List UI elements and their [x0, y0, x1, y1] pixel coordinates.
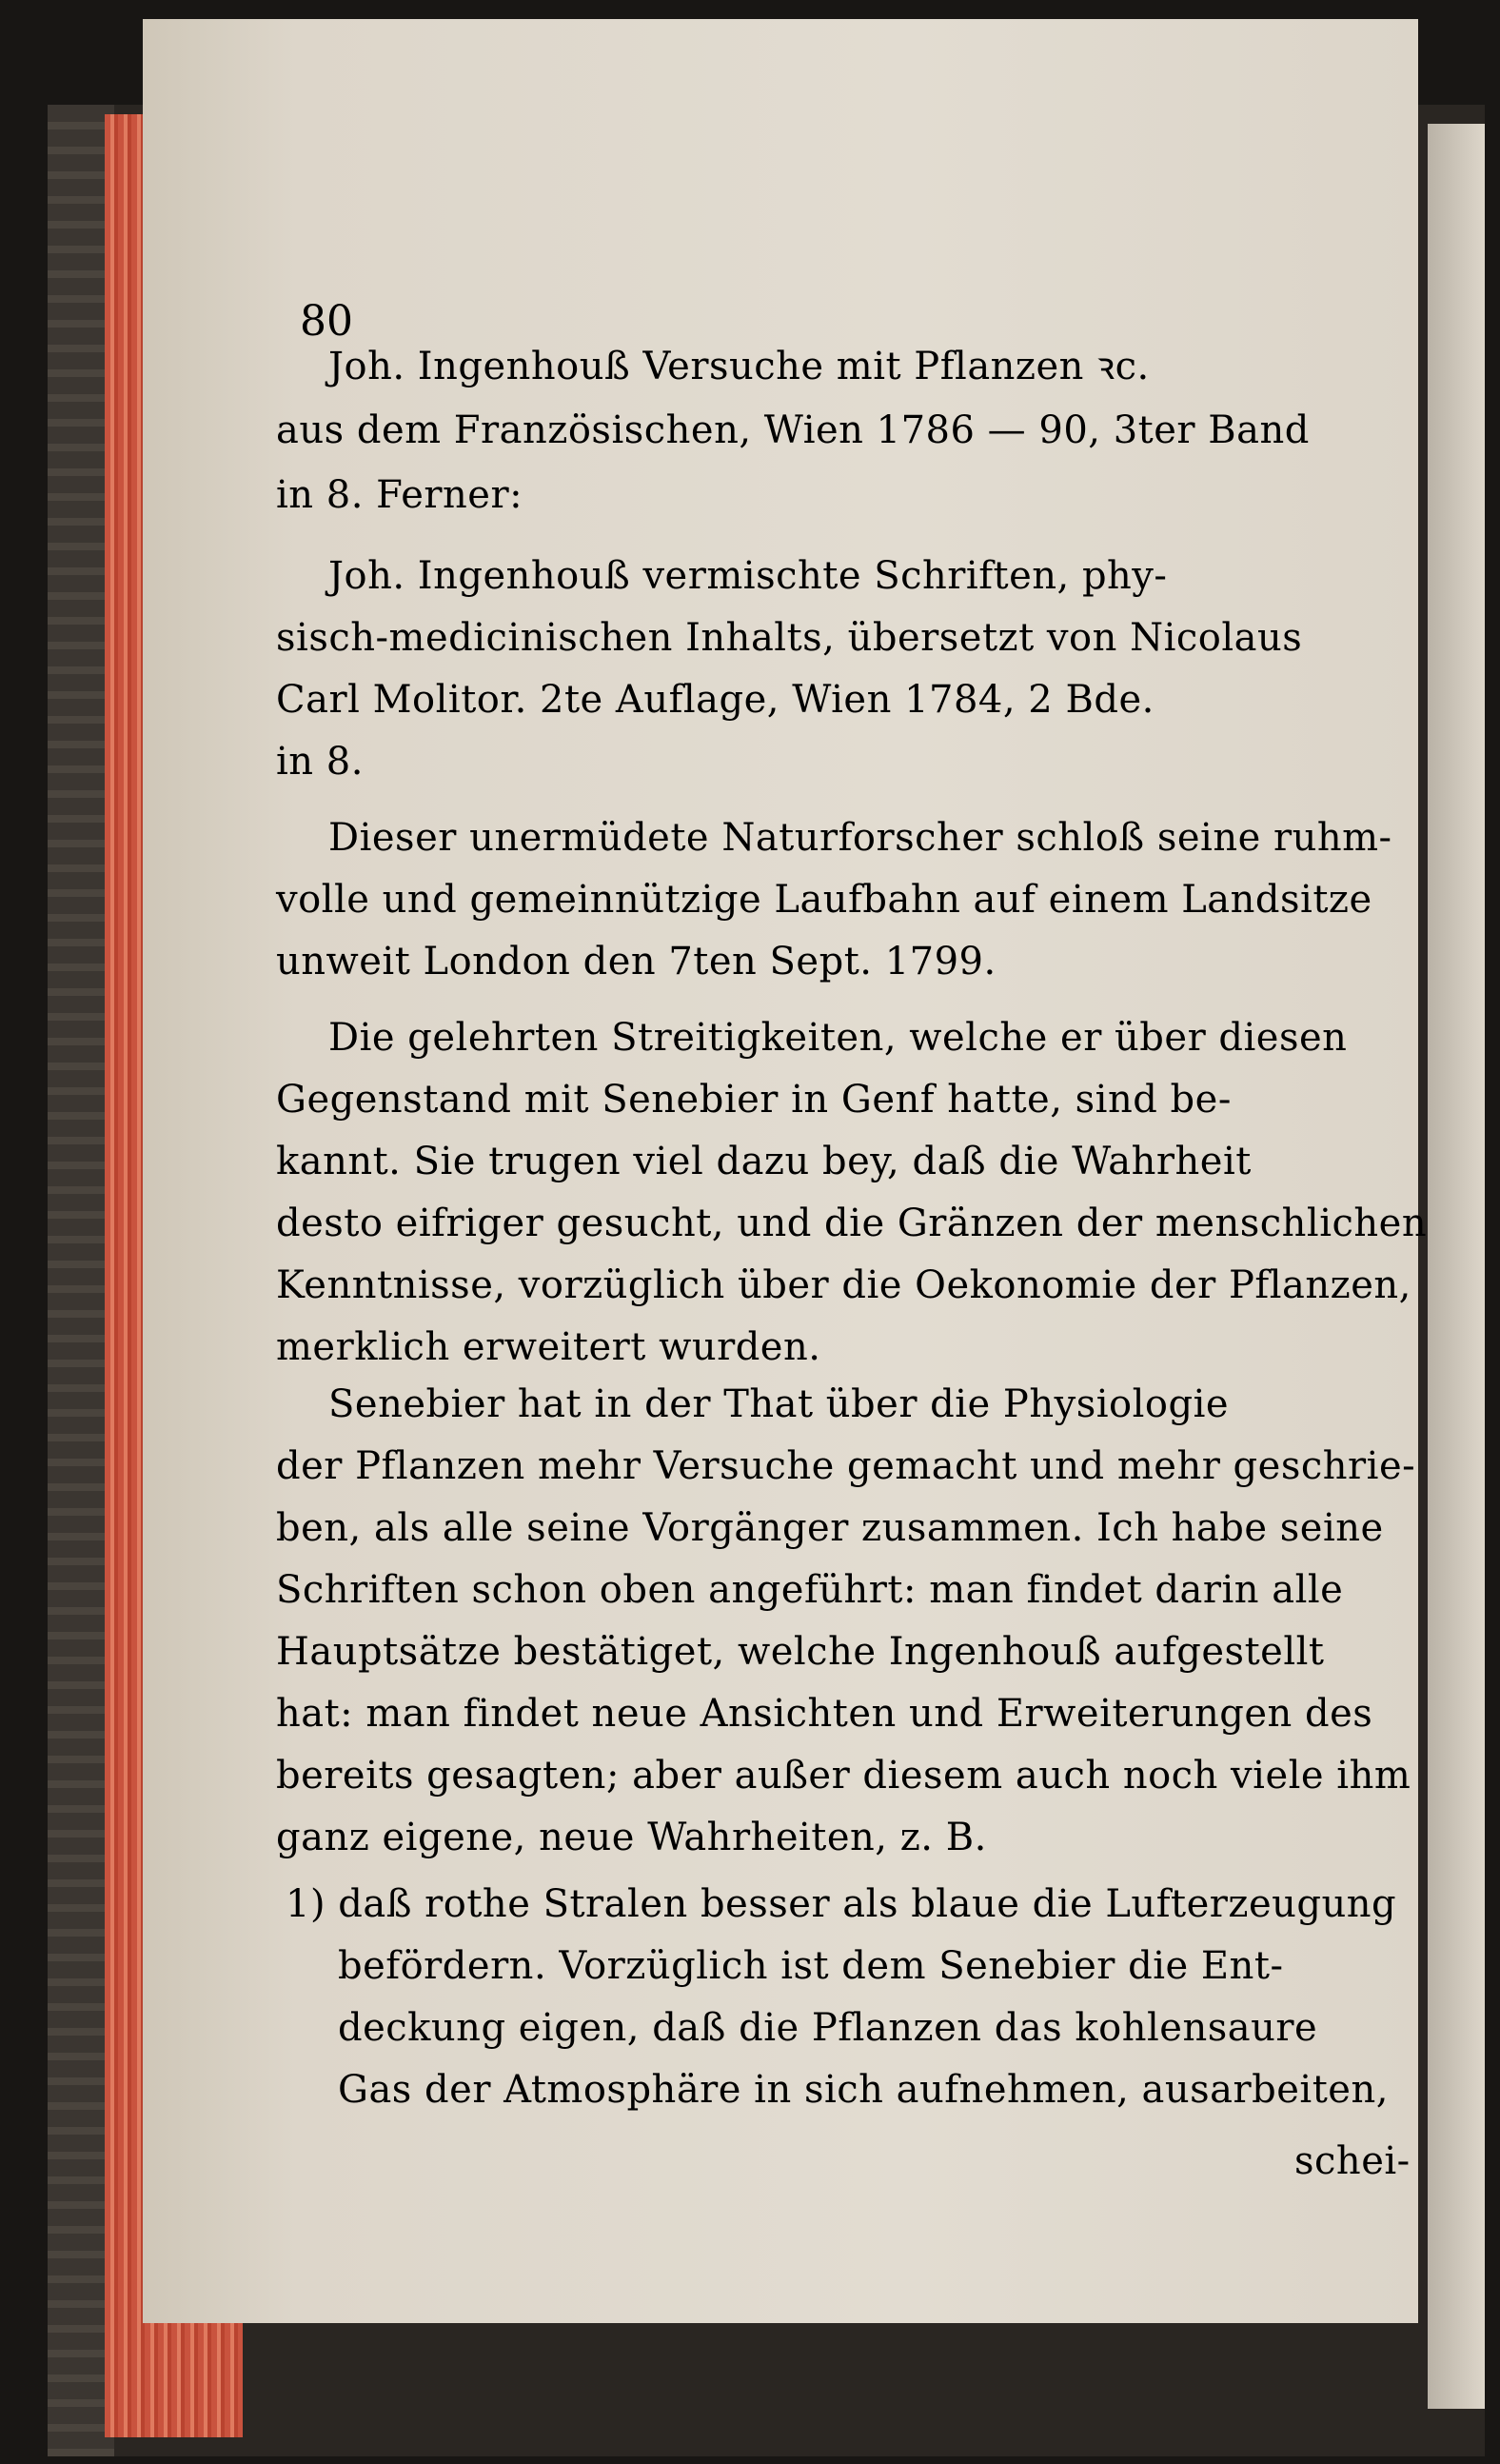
text-line: Schriften schon oben angeführt: man findet darin alle	[276, 1568, 1344, 1612]
text-line: aus dem Französischen, Wien 1786 — 90, 3ter Band	[276, 408, 1310, 452]
text-line: in 8.	[276, 740, 364, 784]
text-line: Die gelehrten Streitigkeiten, welche er über diesen	[328, 1016, 1348, 1060]
page-number: 80	[300, 297, 353, 346]
text-line: bereits gesagten; aber außer diesem auch noch viele ihm	[276, 1754, 1411, 1798]
facing-page-edge	[1428, 124, 1485, 2409]
text-line: volle und gemeinnützige Laufbahn auf einem Landsitze	[276, 878, 1372, 922]
text-line: ben, als alle seine Vorgänger zusammen. Ich habe seine	[276, 1506, 1384, 1550]
text-line: befördern. Vorzüglich ist dem Senebier die Ent-	[338, 1944, 1284, 1988]
text-line: Senebier hat in der That über die Physiologie	[328, 1382, 1230, 1426]
text-line: der Pflanzen mehr Versuche gemacht und mehr geschrie-	[276, 1444, 1416, 1488]
text-line: schei-	[1294, 2139, 1411, 2183]
text-line: 1) daß rothe Stralen besser als blaue die Lufterzeugung	[286, 1882, 1397, 1926]
text-line: ganz eigene, neue Wahrheiten, z. B.	[276, 1816, 987, 1859]
text-line: deckung eigen, daß die Pflanzen das kohlensaure	[338, 2006, 1318, 2050]
text-line: unweit London den 7ten Sept. 1799.	[276, 940, 997, 984]
text-line: sisch-medicinischen Inhalts, übersetzt von Nicolaus	[276, 616, 1303, 660]
text-line: Hauptsätze bestätiget, welche Ingenhouß aufgestellt	[276, 1630, 1325, 1674]
text-line: hat: man findet neue Ansichten und Erweiterungen des	[276, 1692, 1373, 1736]
text-line: Carl Molitor. 2te Auflage, Wien 1784, 2 Bde.	[276, 678, 1155, 722]
text-line: Gas der Atmosphäre in sich aufnehmen, ausarbeiten,	[338, 2068, 1389, 2112]
text-line: Kenntnisse, vorzüglich über die Oekonomie der Pflanzen,	[276, 1263, 1411, 1307]
text-line: merklich erweitert wurden.	[276, 1325, 821, 1369]
text-line: Joh. Ingenhouß Versuche mit Pflanzen ꝛc.	[328, 345, 1150, 388]
text-line: Dieser unermüdete Naturforscher schloß seine ruhm-	[328, 816, 1392, 860]
text-line: in 8. Ferner:	[276, 473, 523, 517]
text-line: kannt. Sie trugen viel dazu bey, daß die Wahrheit	[276, 1140, 1252, 1183]
text-line: Gegenstand mit Senebier in Genf hatte, sind be-	[276, 1078, 1232, 1122]
text-line: Joh. Ingenhouß vermischte Schriften, phy-	[328, 554, 1168, 598]
text-line: desto eifriger gesucht, und die Gränzen der menschlichen	[276, 1202, 1428, 1245]
